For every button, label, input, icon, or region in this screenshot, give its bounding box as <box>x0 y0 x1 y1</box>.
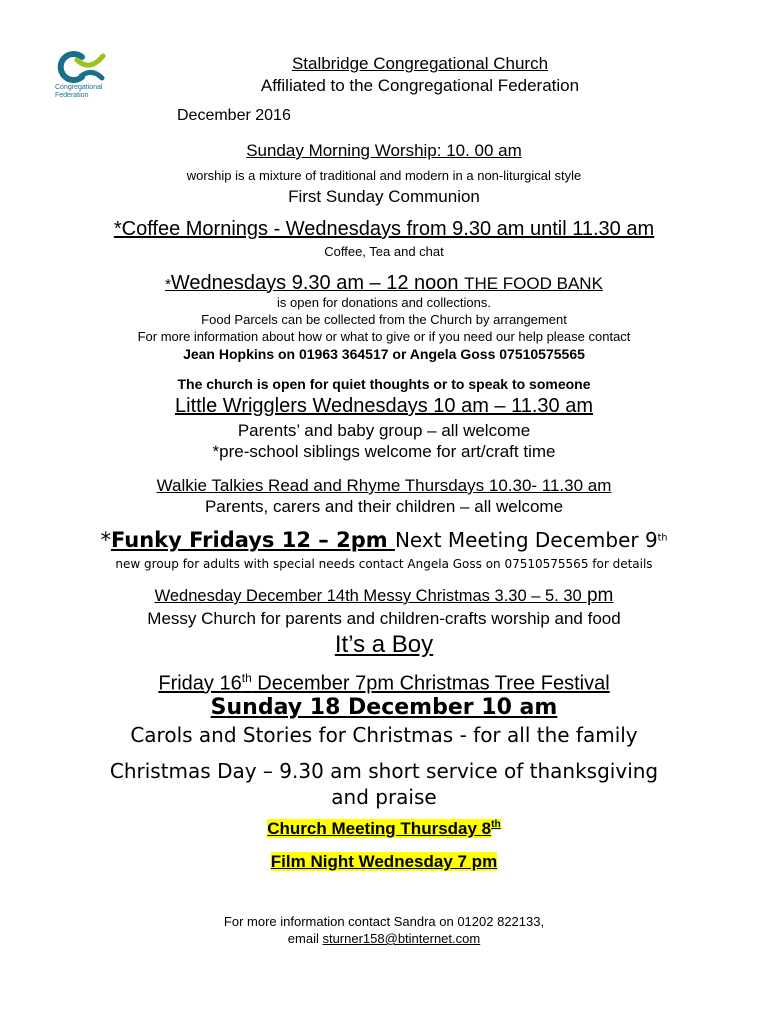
church-meeting-sup: th <box>491 819 501 831</box>
messy-title-pm: pm <box>581 585 614 606</box>
worship-description: worship is a mixture of traditional and modern in a non-liturgical style <box>186 168 582 183</box>
carols-title: Sunday 18 December 10 am <box>210 695 558 720</box>
wrigglers-line-2: *pre-school siblings welcome for art/craft time <box>212 442 556 461</box>
tree-day: Friday 16 <box>158 672 242 695</box>
food-bank-contacts: Jean Hopkins on 01963 364517 or Angela Goss 07510575565 <box>183 346 585 362</box>
messy-title-text: Wednesday December 14th Messy Christmas 3.30 – 5. 30 <box>154 587 582 605</box>
logo-text-1: Congregational <box>55 84 103 91</box>
its-a-boy: It’s a Boy <box>334 631 434 658</box>
tree-festival <box>0 671 768 696</box>
quiet-notice: The church is open for quiet thoughts or to speak to someone <box>177 376 591 392</box>
affiliation: Affiliated to the Congregational Federation <box>260 76 580 95</box>
communion: First Sunday Communion <box>288 187 480 206</box>
christmas-day-line-2: and praise <box>331 785 437 809</box>
footer-line-2 <box>0 931 768 946</box>
funky-next: Next Meeting December 9 <box>394 528 658 552</box>
logo-text-2: Federation <box>55 92 89 99</box>
food-bank-prefix: * <box>165 276 171 293</box>
footer-email-link[interactable]: sturner158@btinternet.com <box>322 931 481 946</box>
worship-title: Sunday Morning Worship: 10. 00 am <box>246 141 522 160</box>
coffee-subtitle: Coffee, Tea and chat <box>324 244 444 259</box>
tree-day-sup: th <box>241 671 252 685</box>
funky-prefix: * <box>100 528 111 552</box>
church-meeting <box>0 819 768 839</box>
walkie-line-1: Parents, carers and their children – all welcome <box>204 497 564 516</box>
wrigglers-line-1: Parents’ and baby group – all welcome <box>237 421 531 440</box>
food-bank-title <box>0 272 768 295</box>
film-night-row <box>0 852 768 872</box>
funky-title <box>0 528 768 552</box>
walkie-title: Walkie Talkies Read and Rhyme Thursdays 10.30- 11.30 am <box>156 476 612 495</box>
food-bank-line-1: is open for donations and collections. <box>277 295 491 310</box>
month: December 2016 <box>177 107 291 124</box>
funky-name: Funky Fridays 12 – 2pm <box>110 528 395 552</box>
church-meeting-text: Church Meeting Thursday 8 <box>267 819 492 838</box>
food-bank-line-2: Food Parcels can be collected from the Church by arrangement <box>201 312 567 327</box>
messy-line-1: Messy Church for parents and children-crafts worship and food <box>147 609 621 628</box>
tree-rest: December 7pm Christmas Tree Festival <box>251 672 610 695</box>
wrigglers-title: Little Wrigglers Wednesdays 10 am – 11.30 am <box>175 395 593 417</box>
footer-line-1: For more information contact Sandra on 01202 822133, <box>223 914 545 929</box>
food-bank-name: THE FOOD BANK <box>464 274 603 293</box>
food-bank-time: Wednesdays 9.30 am – 12 noon <box>170 272 465 294</box>
messy-title <box>0 585 768 607</box>
carols-line-1: Carols and Stories for Christmas - for all the family <box>130 723 638 747</box>
christmas-day-line-1: Christmas Day – 9.30 am short service of thanksgiving <box>109 759 659 783</box>
funky-next-sup: th <box>657 532 668 544</box>
coffee-title: *Coffee Mornings - Wednesdays from 9.30 am until 11.30 am <box>113 218 655 240</box>
funky-subtitle: new group for adults with special needs contact Angela Goss on 07510575565 for details <box>115 557 653 571</box>
footer-email-label: email <box>287 931 323 946</box>
church-name: Stalbridge Congregational Church <box>291 54 549 73</box>
film-night: Film Night Wednesday 7 pm <box>270 852 498 871</box>
food-bank-line-3: For more information about how or what to give or if you need our help please contact <box>137 329 631 344</box>
